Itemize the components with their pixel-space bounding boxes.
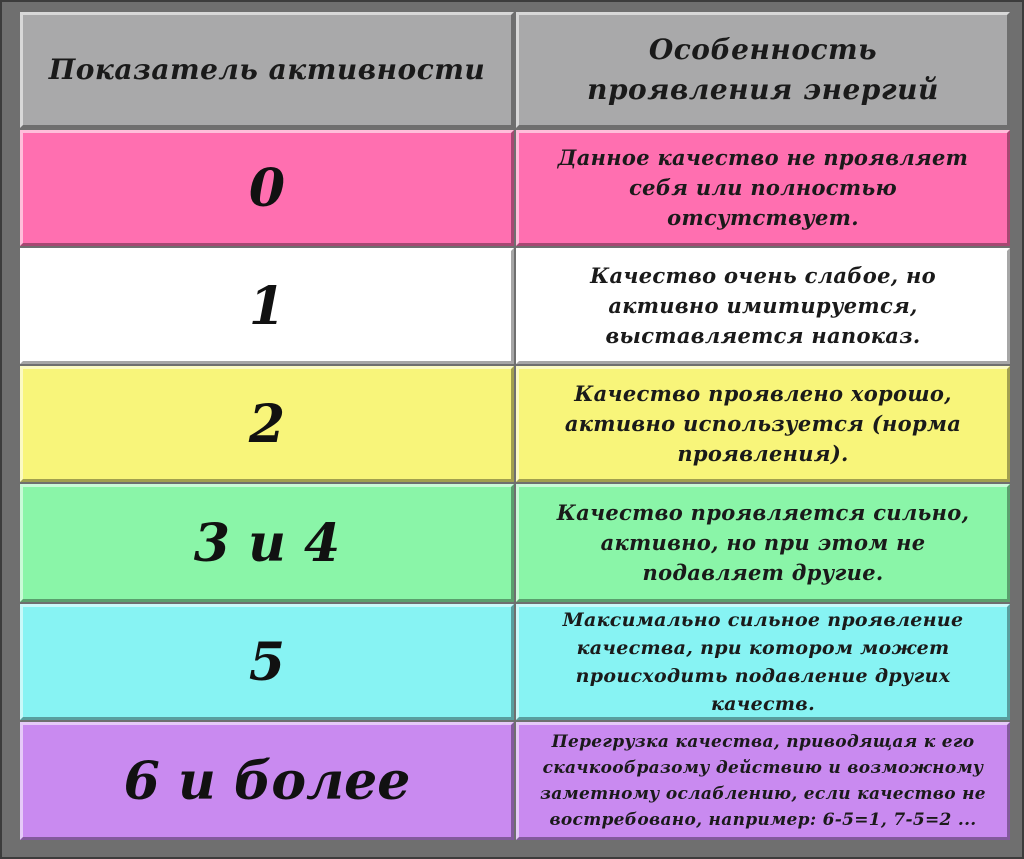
level-value: 5	[248, 631, 286, 693]
level-cell-2	[20, 366, 514, 482]
level-value: 3 и 4	[193, 512, 341, 574]
description-cell-0	[516, 130, 1010, 246]
level-cell-0	[20, 130, 514, 246]
description-cell-3-4	[516, 484, 1010, 602]
description-text: Качество проявляется сильно, активно, но при этом не подавляет другие.	[556, 500, 970, 585]
header-energy-feature	[516, 12, 1010, 128]
description-text: Качество очень слабое, но активно имитируется, выставляется напоказ.	[590, 263, 936, 348]
level-cell-3-4	[20, 484, 514, 602]
level-cell-5	[20, 604, 514, 720]
level-cell-1	[20, 248, 514, 364]
description-text: Качество проявлено хорошо, активно используется (норма проявления).	[564, 381, 962, 466]
header-activity-indicator-text: Показатель активности	[48, 53, 486, 86]
header-activity-indicator	[20, 12, 514, 128]
level-value: 6 и более	[123, 750, 411, 812]
description-text: Перегрузка качества, приводящая к его скачкообразому действию и возможному заметному ослаблению, если качество не востребовано, например: 6-5=1, 7-5=2 ...	[540, 732, 986, 830]
level-value: 0	[248, 157, 286, 219]
description-cell-1	[516, 248, 1010, 364]
description-text: Данное качество не проявляет себя или полностью отсутствует.	[557, 145, 969, 230]
level-cell-6-plus	[20, 722, 514, 840]
description-cell-5	[516, 604, 1010, 720]
description-text: Максимально сильное проявление качества, при котором может происходить подавление других качеств.	[562, 609, 964, 715]
level-value: 2	[248, 393, 286, 455]
level-value: 1	[248, 275, 286, 337]
header-energy-feature-text: Особенность проявления энергий	[587, 33, 939, 106]
description-cell-2	[516, 366, 1010, 482]
description-cell-6-plus	[516, 722, 1010, 840]
